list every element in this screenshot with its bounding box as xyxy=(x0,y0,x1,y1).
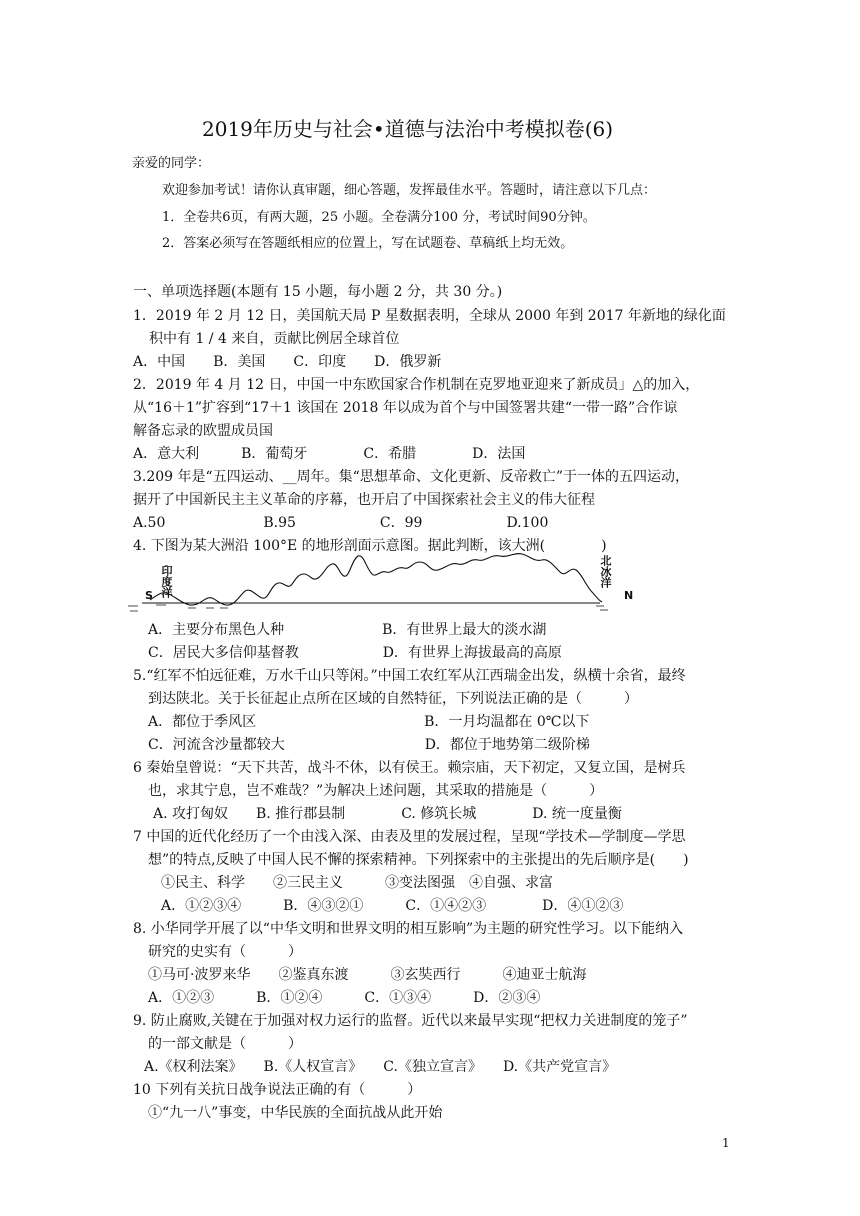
label-indian-ocean: 印度洋 xyxy=(160,565,173,598)
q9-options: A.《权利法案》 B.《人权宣言》 C.《独立宣言》 D.《共产党宣言》 xyxy=(144,1059,617,1075)
q6-options: A. 攻打匈奴 B. 推行郡县制 C. 修筑长城 D. 统一度量衡 xyxy=(153,806,622,822)
label-arctic-ocean: 北冰洋 xyxy=(599,555,612,588)
q9-line-2: 的一部文献是（ ） xyxy=(148,1036,302,1052)
greeting: 亲爱的同学： xyxy=(132,156,211,171)
q9-line-1: 9. 防止腐败,关键在于加强对权力运行的监督。近代以来最早实现“把权力关进制度的笼子” xyxy=(133,1013,688,1029)
q5-line-2: 到达陕北。关于长征起止点所在区域的自然特征，下列说法正确的是（ ） xyxy=(148,691,638,707)
q5-options-cd: C．河流含沙量都较大 D．都位于地势第二级阶梯 xyxy=(148,737,590,753)
q1-line-1: 1．2019 年 2 月 12 日，美国航天局 P 星数据表明，全球从 2000 年到 2017 年新地的绿化面 xyxy=(133,308,726,324)
q7-options: A．①②③④ B．④③②① C．①④②③ D．④①②③ xyxy=(161,898,624,914)
q8-items: ①马可·波罗来华 ②鉴真东渡 ③玄奘西行 ④迪亚士航海 xyxy=(148,967,587,983)
q2-line-3: 解备忘录的欧盟成员国 xyxy=(133,423,273,439)
label-north: N xyxy=(624,589,634,602)
q2-options: A．意大利 B．葡萄牙 C．希腊 D．法国 xyxy=(133,446,526,462)
q1-options: A．中国 B．美国 C．印度 D．俄罗新 xyxy=(133,354,442,370)
note-2: 2．答案必须写在答题纸相应的位置上，写在试题卷、草稿纸上均无效。 xyxy=(162,236,574,251)
q10-item-1: ①“九一八”事变，中华民族的全面抗战从此开始 xyxy=(148,1105,443,1121)
q4-options-cd: C．居民大多信仰基督教 D．有世界上海拔最高的高原 xyxy=(148,645,562,661)
q7-items: ①民主、科学 ②三民主义 ③变法图强 ④自强、求富 xyxy=(161,875,553,891)
q8-options: A．①②③ B．①②④ C．①③④ D．②③④ xyxy=(148,990,541,1006)
intro-text: 欢迎参加考试！请你认真审题，细心答题，发挥最佳水平。答题时，请注意以下几点： xyxy=(162,183,657,198)
q8-line-1: 8. 小华同学开展了以“中华文明和世界文明的相互影响”为主题的研究性学习。以下能纳入 xyxy=(133,921,684,937)
page-number: 1 xyxy=(722,1136,730,1150)
q3-options: A.50 B.95 C．99 D.100 xyxy=(133,515,549,531)
q8-line-2: 研究的史实有（ ） xyxy=(148,944,302,960)
section-heading: 一、单项选择题(本题有 15 小题，每小题 2 分，共 30 分。) xyxy=(133,284,503,300)
page-title: 2019年历史与社会•道德与法治中考模拟卷(6) xyxy=(202,117,614,141)
q2-line-1: 2．2019 年 4 月 12 日，中国一中东欧国家合作机制在克罗地亚迎来了新成员」△的加入， xyxy=(133,377,700,393)
label-south: S xyxy=(145,589,153,602)
q3-line-2: 据开了中国新民主主义革命的序幕，也开启了中国探索社会主义的伟大征程 xyxy=(133,492,595,508)
q10-line-1: 10 下列有关抗日战争说法正确的有（ ） xyxy=(133,1082,422,1098)
q1-line-2: 积中有 1 / 4 来自，贡献比例居全球首位 xyxy=(149,331,400,347)
q3-line-1: 3.209 年是“五四运动、__周年。集“思想革命、文化更新、反帝救亡”于一体的五四运动， xyxy=(133,469,689,485)
terrain-profile-diagram xyxy=(128,548,648,616)
note-1: 1．全卷共6页，有两大题，25 小题。全卷满分100 分，考试时间90分钟。 xyxy=(162,210,596,225)
q6-line-2: 也，求其宁息，岂不难哉？”为解决上述问题，其采取的措施是（ ） xyxy=(148,783,604,799)
q7-line-2: 想”的特点,反映了中国人民不懈的探索精神。下列探索中的主张提出的先后顺序是( ) xyxy=(148,852,689,868)
q5-options-ab: A．都位于季风区 B．一月均温都在 0℃以下 xyxy=(148,714,590,730)
q4-line-1: 4. 下图为某大洲沿 100°E 的地形剖面示意图。据此判断，该大洲( ) xyxy=(133,538,607,554)
q7-line-1: 7 中国的近代化经历了一个由浅入深、由表及里的发展过程，呈现“学技术—学制度—学思 xyxy=(133,829,686,845)
q5-line-1: 5.“红军不怕远征难，万水千山只等闲。”中国工农红军从江西瑞金出发，纵横十余省，最终 xyxy=(133,668,686,684)
q4-options-ab: A．主要分布黑色人种 B．有世界上最大的淡水湖 xyxy=(148,622,547,638)
q6-line-1: 6 秦始皇曾说：“天下共苦，战斗不休，以有侯王。赖宗庙，天下初定，又复立国，是树兵 xyxy=(133,760,686,776)
q2-line-2: 从“16＋1”扩容到“17＋1 该国在 2018 年以成为首个与中国签署共建“一带一路”合作谅 xyxy=(133,400,678,416)
